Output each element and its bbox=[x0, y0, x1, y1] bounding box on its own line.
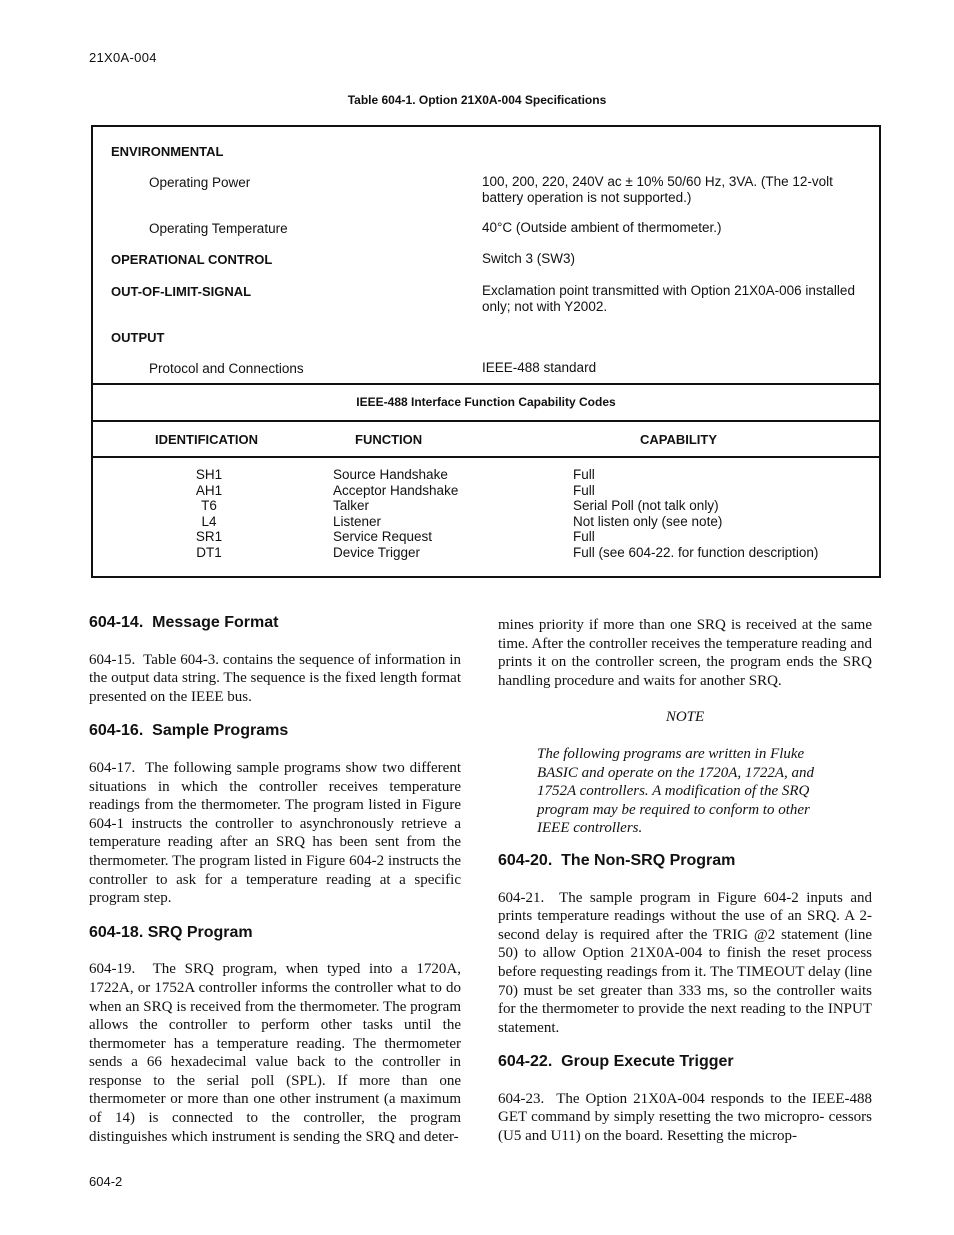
paragraph: 604-23. The Option 21X0A-004 responds to the IEEE-488 GET command by simply resetting the two micropro- cessors (U5 and U11) on the board. Resetting the microp- bbox=[498, 1090, 872, 1145]
operating-temperature-value: 40°C (Outside ambient of thermometer.) bbox=[482, 220, 722, 235]
capability-header: CAPABILITY bbox=[640, 432, 718, 447]
out-of-limit-value: Exclamation point transmitted with Option 21X0A-006 installed only; not with Y2002. bbox=[482, 283, 855, 314]
environmental-label: ENVIRONMENTAL bbox=[111, 144, 224, 159]
table-cell: Acceptor Handshake bbox=[333, 482, 459, 498]
function-column bbox=[333, 467, 458, 561]
table-cell: AH1 bbox=[195, 482, 223, 498]
table-cell: SR1 bbox=[195, 529, 223, 545]
out-of-limit-label: OUT-OF-LIMIT-SIGNAL bbox=[111, 284, 252, 299]
table-cell: Talker bbox=[333, 498, 370, 514]
section-heading: 604-14. Message Format bbox=[89, 614, 279, 631]
function-header: FUNCTION bbox=[355, 432, 423, 447]
table-cell: L4 bbox=[201, 513, 217, 529]
left-column bbox=[89, 614, 461, 1146]
table-cell: Serial Poll (not talk only) bbox=[573, 498, 719, 514]
note-body: The following programs are written in Fluke BASIC and operate on the 1720A, 1722A, and 1752A controllers. A modification of the SRQ program may be required to conform to other IEEE controllers. bbox=[537, 745, 815, 837]
table-cell: Full bbox=[573, 467, 595, 482]
section-heading: 604-16. Sample Programs bbox=[89, 722, 289, 740]
paragraph: 604-15. Table 604-3. contains the sequence of information in the output data string. The sequence is the fixed length format presented on the IEEE bus. bbox=[89, 651, 461, 705]
section-heading: 604-18. SRQ Program bbox=[89, 923, 253, 941]
section-heading: 604-22. Group Execute Trigger bbox=[498, 1053, 734, 1071]
document-id: 21X0A-004 bbox=[89, 50, 157, 65]
note-title: NOTE bbox=[665, 709, 705, 726]
operating-temperature-label: Operating Temperature bbox=[149, 221, 288, 236]
table-cell: SH1 bbox=[195, 467, 223, 482]
table-cell: Full (see 604-22. for function description) bbox=[573, 544, 819, 560]
table-title: Table 604-1. Option 21X0A-004 Specifications bbox=[347, 93, 607, 107]
operational-control-value: Switch 3 (SW3) bbox=[482, 251, 576, 266]
capability-column bbox=[573, 467, 818, 561]
specifications-table bbox=[91, 125, 881, 578]
operating-power-value: 100, 200, 220, 240V ac ± 10% 50/60 Hz, 3VA. (The 12-volt battery operation is not supported.) bbox=[482, 174, 833, 205]
table-cell: T6 bbox=[201, 498, 217, 514]
paragraph: 604-19. The SRQ program, when typed into a 1720A, 1722A, or 1752A controller informs the controller what to do when an SRQ is received from the thermometer. The program allows the controller to perform other tasks until the thermometer has a temperature reading. The thermometer sends a 66 hexadecimal value back to the controller in response to the serial poll (SPL). If more than one thermometer or more than one other instrument (a maximum of 14) is connected to the controller, the program distinguishes which instrument is sending the SRQ and deter- bbox=[89, 961, 461, 1145]
identification-header: IDENTIFICATION bbox=[155, 432, 259, 447]
paragraph: 604-21. The sample program in Figure 604-2 inputs and prints temperature readings without the use of an SRQ. A 2-second delay is required after the TRIG @2 statement (line 50) to allow Option 21X0A-004 to finish the reset process before requesting readings from it. The TIMEOUT delay (line 70) must be set greater than 333 ms, so the controller waits for the thermometer to provide the next reading to the INPUT statement. bbox=[498, 889, 872, 1036]
table-cell: Listener bbox=[333, 513, 382, 529]
table-cell: DT1 bbox=[196, 544, 222, 560]
operating-power-label: Operating Power bbox=[149, 175, 251, 190]
paragraph: 604-17. The following sample programs show two different situations in which the controller receives temperature readings from the thermometer. The program listed in Figure 604-1 instructs the controller to asynchronously retrieve a temperature reading after an SRQ has been sent from the thermometer. The program listed in Figure 604-2 instructs the controller to ask for a temperature reading at a specific program step. bbox=[89, 759, 461, 907]
right-column bbox=[498, 616, 872, 1146]
paragraph: mines priority if more than one SRQ is received at the same time. After the controller receives the temperature reading and prints it on the controller screen, the program ends the SRQ handling procedure and waits for another SRQ. bbox=[498, 617, 872, 689]
identification-column bbox=[188, 467, 230, 561]
protocol-value: IEEE-488 standard bbox=[482, 360, 597, 375]
operational-control-label: OPERATIONAL CONTROL bbox=[111, 252, 273, 267]
table-divider bbox=[93, 420, 879, 422]
table-divider bbox=[93, 383, 879, 385]
table-cell: Device Trigger bbox=[333, 544, 421, 560]
output-label: OUTPUT bbox=[111, 330, 165, 345]
protocol-label: Protocol and Connections bbox=[149, 361, 304, 376]
table-divider bbox=[93, 456, 879, 458]
table-cell: Source Handshake bbox=[333, 467, 448, 482]
table-cell: Service Request bbox=[333, 529, 433, 545]
section-heading: 604-20. The Non-SRQ Program bbox=[498, 851, 736, 869]
page-number: 604-2 bbox=[89, 1174, 123, 1189]
table-cell: Full bbox=[573, 529, 595, 545]
ieee-section-title: IEEE-488 Interface Function Capability Codes bbox=[356, 395, 616, 409]
table-cell: Not listen only (see note) bbox=[573, 513, 723, 529]
table-cell: Full bbox=[573, 482, 595, 498]
